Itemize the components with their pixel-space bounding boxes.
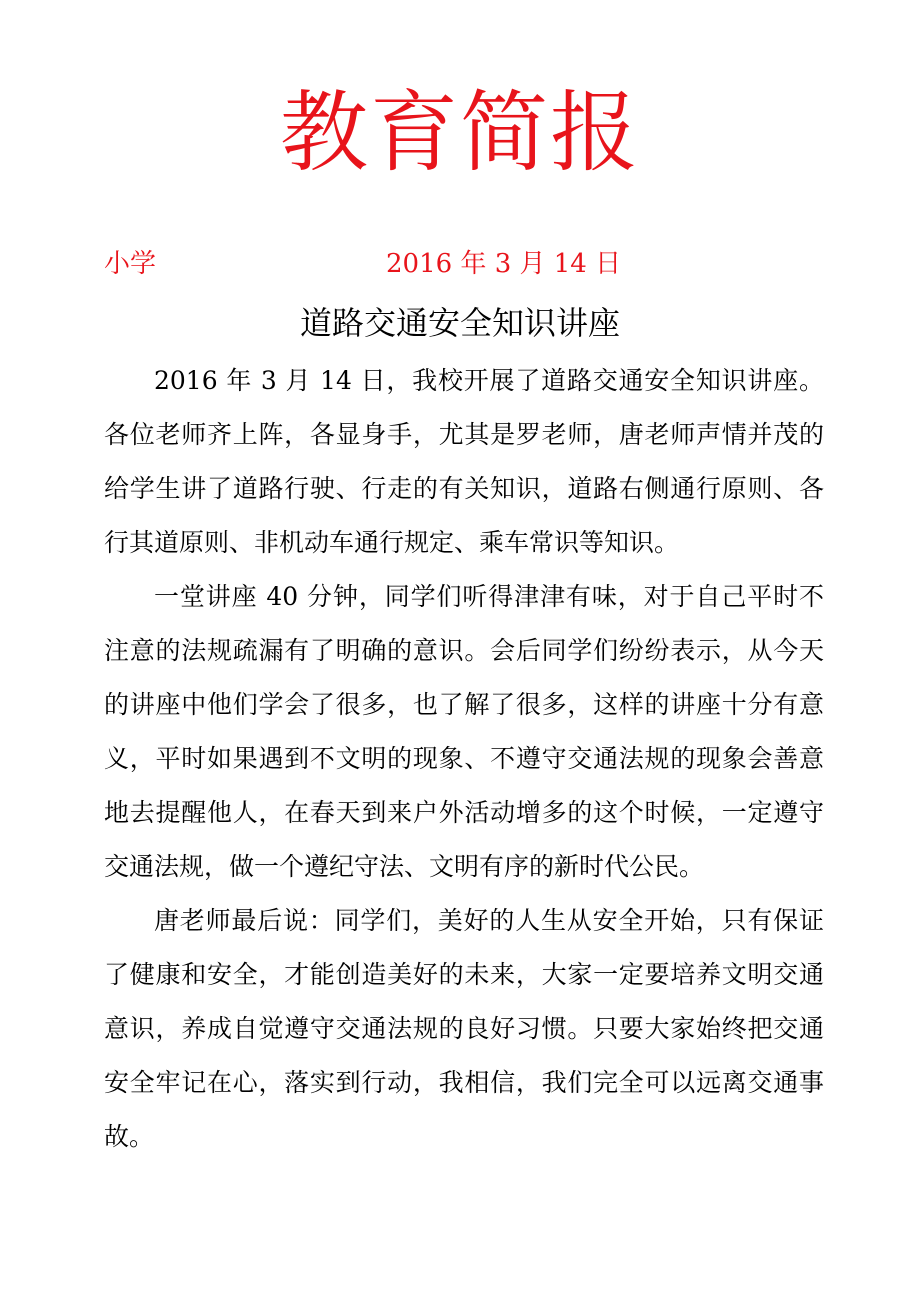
- article-headline: 道路交通安全知识讲座: [299, 304, 620, 342]
- issue-date: 2016 年 3 月 14 日: [386, 249, 622, 279]
- article-paragraph: 一堂讲座 40 分钟，同学们听得津津有味，对于自己平时不注意的法规疏漏有了明确的意识。会后同学们纷纷表示，从今天的讲座中他们学会了很多，也了解了很多，这样的讲座十分有意义，平时如果遇到不文明的现象、不遵守交通法规的现象会善意地去提醒他人，在春天到来户外活动增多的这个时候，一定遵守交通法规，做一个遵纪守法、文明有序的新时代公民。: [104, 582, 824, 881]
- article-paragraph: 唐老师最后说：同学们，美好的人生从安全开始，只有保证了健康和安全，才能创造美好的未来，大家一定要培养文明交通意识，养成自觉遵守交通法规的良好习惯。只要大家始终把交通安全牢记在心，落实到行动，我相信，我们完全可以远离交通事故。: [104, 906, 824, 1151]
- article-body: [104, 354, 824, 1164]
- meta-row: [104, 244, 824, 284]
- masthead-title: 教育简报: [279, 81, 640, 184]
- school-name: 小学: [104, 249, 157, 279]
- article-paragraph: 2016 年 3 月 14 日，我校开展了道路交通安全知识讲座。各位老师齐上阵，各显身手，尤其是罗老师，唐老师声情并茂的给学生讲了道路行驶、行走的有关知识，道路右侧通行原则、各行其道原则、非机动车通行规定、乘车常识等知识。: [104, 366, 824, 557]
